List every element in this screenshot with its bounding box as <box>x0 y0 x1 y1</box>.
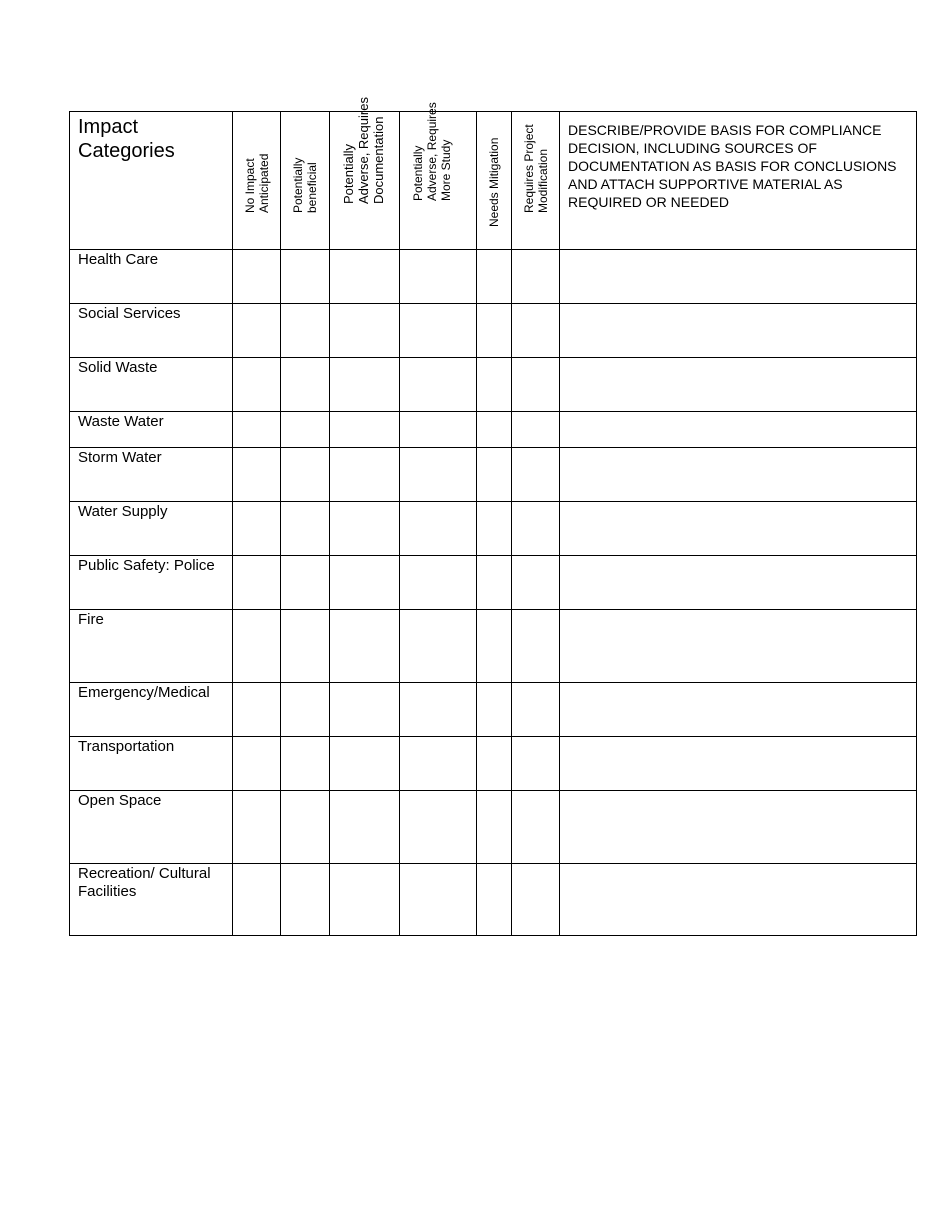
col-header-mitigation-line1: Needs Mitigation <box>487 137 501 227</box>
table-row <box>70 304 917 358</box>
cell-needs-mitigation[interactable] <box>477 610 512 683</box>
cell-no-impact[interactable] <box>233 864 281 936</box>
table-row <box>70 448 917 502</box>
table-row <box>70 610 917 683</box>
cell-beneficial[interactable] <box>281 791 330 864</box>
col-header-study-line2: Adverse, Requires <box>425 102 439 201</box>
col-header-potentially-beneficial <box>281 112 330 250</box>
cell-adverse-study[interactable] <box>400 304 477 358</box>
cell-adverse-study[interactable] <box>400 448 477 502</box>
col-header-no-impact <box>233 112 281 250</box>
cell-needs-mitigation[interactable] <box>477 556 512 610</box>
cell-adverse-study[interactable] <box>400 358 477 412</box>
cell-adverse-documentation[interactable] <box>330 358 400 412</box>
cell-no-impact[interactable] <box>233 502 281 556</box>
cell-beneficial[interactable] <box>281 683 330 737</box>
col-header-documentation-line1: Potentially <box>340 144 356 204</box>
category-solid-waste: Solid Waste <box>70 358 233 412</box>
cell-needs-mitigation[interactable] <box>477 791 512 864</box>
col-header-adverse-study <box>400 102 477 250</box>
cell-needs-mitigation[interactable] <box>477 502 512 556</box>
col-header-modification-line2: Modification <box>535 148 550 213</box>
cell-no-impact[interactable] <box>233 304 281 358</box>
cell-beneficial[interactable] <box>281 502 330 556</box>
cell-no-impact[interactable] <box>233 610 281 683</box>
cell-adverse-documentation[interactable] <box>330 304 400 358</box>
cell-beneficial[interactable] <box>281 610 330 683</box>
cell-project-modification[interactable] <box>512 304 560 358</box>
cell-description[interactable] <box>560 412 917 448</box>
category-transportation: Transportation <box>70 737 233 791</box>
cell-description[interactable] <box>560 610 917 683</box>
cell-needs-mitigation[interactable] <box>477 864 512 936</box>
table-row <box>70 358 917 412</box>
col-header-project-modification <box>512 112 560 250</box>
cell-beneficial[interactable] <box>281 304 330 358</box>
cell-needs-mitigation[interactable] <box>477 737 512 791</box>
cell-project-modification[interactable] <box>512 864 560 936</box>
cell-beneficial[interactable] <box>281 864 330 936</box>
cell-project-modification[interactable] <box>512 502 560 556</box>
category-open-space: Open Space <box>70 791 233 864</box>
cell-description[interactable] <box>560 737 917 791</box>
cell-adverse-documentation[interactable] <box>330 864 400 936</box>
col-header-beneficial-line1: Potentially <box>291 157 305 213</box>
col-header-no-impact-line2: Anticipated <box>256 153 271 213</box>
col-header-adverse-documentation <box>330 97 400 250</box>
cell-needs-mitigation[interactable] <box>477 304 512 358</box>
cell-adverse-study[interactable] <box>400 864 477 936</box>
cell-adverse-study[interactable] <box>400 250 477 304</box>
cell-project-modification[interactable] <box>512 556 560 610</box>
category-water-supply: Water Supply <box>70 502 233 556</box>
cell-needs-mitigation[interactable] <box>477 358 512 412</box>
cell-beneficial[interactable] <box>281 358 330 412</box>
cell-beneficial[interactable] <box>281 448 330 502</box>
col-header-study-line3: More Study <box>439 139 453 201</box>
col-header-study-line1: Potentially <box>411 145 425 201</box>
cell-adverse-study[interactable] <box>400 610 477 683</box>
cell-beneficial[interactable] <box>281 556 330 610</box>
header-row <box>70 112 917 250</box>
cell-adverse-documentation[interactable] <box>330 791 400 864</box>
cell-description[interactable] <box>560 556 917 610</box>
category-waste-water: Waste Water <box>70 412 233 448</box>
cell-adverse-documentation[interactable] <box>330 610 400 683</box>
cell-beneficial[interactable] <box>281 412 330 448</box>
col-header-documentation-line3: Documentation <box>370 116 386 204</box>
cell-no-impact[interactable] <box>233 358 281 412</box>
cell-no-impact[interactable] <box>233 683 281 737</box>
col-header-modification-line1: Requires Project <box>521 124 536 213</box>
table-row <box>70 791 917 864</box>
cell-needs-mitigation[interactable] <box>477 683 512 737</box>
cell-needs-mitigation[interactable] <box>477 250 512 304</box>
table-row <box>70 864 917 936</box>
cell-description[interactable] <box>560 791 917 864</box>
cell-project-modification[interactable] <box>512 683 560 737</box>
impact-categories-table <box>69 97 917 936</box>
cell-description[interactable] <box>560 502 917 556</box>
cell-no-impact[interactable] <box>233 791 281 864</box>
col-header-no-impact-line1: No Impact <box>242 158 257 213</box>
cell-needs-mitigation[interactable] <box>477 448 512 502</box>
table-row <box>70 737 917 791</box>
cell-beneficial[interactable] <box>281 250 330 304</box>
cell-no-impact[interactable] <box>233 737 281 791</box>
cell-adverse-study[interactable] <box>400 502 477 556</box>
cell-no-impact[interactable] <box>233 556 281 610</box>
cell-description[interactable] <box>560 250 917 304</box>
category-emergency-medical: Emergency/Medical <box>70 683 233 737</box>
cell-adverse-documentation[interactable] <box>330 502 400 556</box>
table-row <box>70 556 917 610</box>
impact-categories-heading: Impact Categories <box>70 112 233 250</box>
category-storm-water: Storm Water <box>70 448 233 502</box>
table-row <box>70 250 917 304</box>
cell-no-impact[interactable] <box>233 412 281 448</box>
cell-adverse-study[interactable] <box>400 791 477 864</box>
category-health-care: Health Care <box>70 250 233 304</box>
cell-adverse-study[interactable] <box>400 683 477 737</box>
cell-project-modification[interactable] <box>512 358 560 412</box>
cell-no-impact[interactable] <box>233 448 281 502</box>
cell-description[interactable] <box>560 864 917 936</box>
cell-adverse-documentation[interactable] <box>330 448 400 502</box>
cell-project-modification[interactable] <box>512 610 560 683</box>
category-social-services: Social Services <box>70 304 233 358</box>
cell-project-modification[interactable] <box>512 412 560 448</box>
cell-adverse-documentation[interactable] <box>330 250 400 304</box>
cell-adverse-documentation[interactable] <box>330 737 400 791</box>
cell-adverse-documentation[interactable] <box>330 683 400 737</box>
cell-adverse-study[interactable] <box>400 737 477 791</box>
col-header-beneficial-line2: beneficial <box>305 162 319 213</box>
cell-adverse-documentation[interactable] <box>330 556 400 610</box>
cell-no-impact[interactable] <box>233 250 281 304</box>
category-recreation-cultural-facilities: Recreation/ Cultural Facilities <box>70 864 233 936</box>
col-header-needs-mitigation <box>477 112 512 250</box>
category-public-safety-police: Public Safety: Police <box>70 556 233 610</box>
table-row <box>70 412 917 448</box>
cell-project-modification[interactable] <box>512 448 560 502</box>
cell-adverse-study[interactable] <box>400 556 477 610</box>
table-row <box>70 502 917 556</box>
cell-description[interactable] <box>560 358 917 412</box>
cell-project-modification[interactable] <box>512 791 560 864</box>
description-heading: DESCRIBE/PROVIDE BASIS FOR COMPLIANCE DECISION, INCLUDING SOURCES OF DOCUMENTATION AS BASIS FOR CONCLUSIONS AND ATTACH SUPPORTIVE MATERIAL AS REQUIRED OR NEEDED <box>560 112 917 250</box>
cell-project-modification[interactable] <box>512 737 560 791</box>
cell-beneficial[interactable] <box>281 737 330 791</box>
cell-description[interactable] <box>560 448 917 502</box>
cell-project-modification[interactable] <box>512 250 560 304</box>
table-row <box>70 683 917 737</box>
col-header-documentation-line2: Adverse, Requires <box>355 97 371 204</box>
cell-adverse-documentation[interactable] <box>330 412 400 448</box>
cell-description[interactable] <box>560 683 917 737</box>
cell-adverse-study[interactable] <box>400 412 477 448</box>
cell-needs-mitigation[interactable] <box>477 412 512 448</box>
cell-description[interactable] <box>560 304 917 358</box>
category-fire: Fire <box>70 610 233 683</box>
